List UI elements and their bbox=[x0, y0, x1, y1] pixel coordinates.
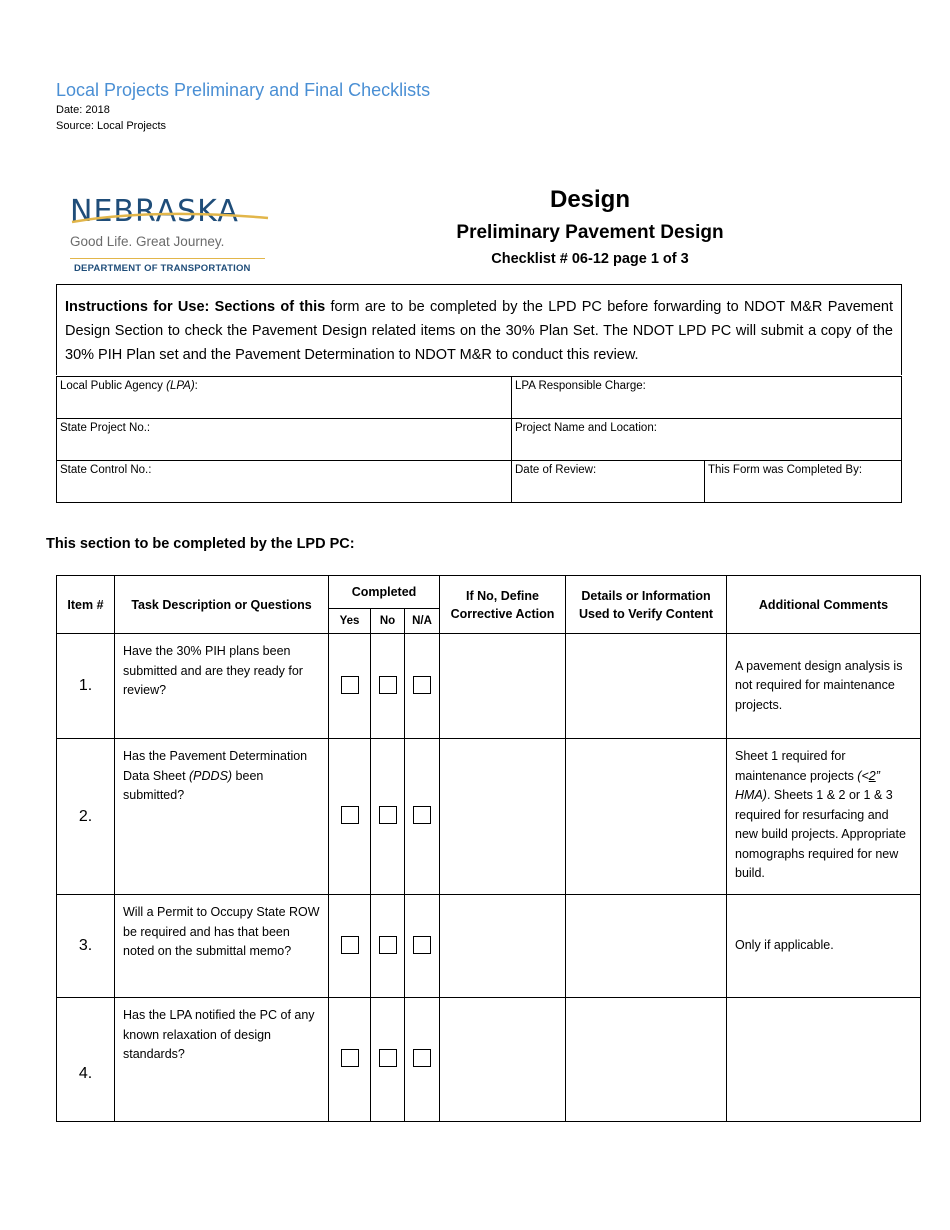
instructions-lead: Instructions for Use: Sections of this bbox=[65, 299, 326, 315]
no-checkbox[interactable] bbox=[379, 936, 397, 954]
task-description: Will a Permit to Occupy State ROW be required and has that been noted on the submittal memo? bbox=[115, 895, 329, 998]
na-checkbox[interactable] bbox=[413, 1049, 431, 1067]
table-row bbox=[57, 895, 921, 998]
header-yes: Yes bbox=[329, 609, 371, 634]
instructions-box bbox=[56, 284, 902, 375]
no-checkbox[interactable] bbox=[379, 806, 397, 824]
task-description: Has the Pavement Determination Data Sheet (PDDS) been submitted? bbox=[115, 739, 329, 895]
task-description: Have the 30% PIH plans been submitted and are they ready for review? bbox=[115, 634, 329, 739]
document-header bbox=[56, 78, 430, 134]
table-row bbox=[57, 634, 921, 739]
completed-by-field[interactable]: This Form was Completed By: bbox=[705, 461, 902, 503]
details-cell[interactable] bbox=[566, 998, 727, 1122]
section-label: This section to be completed by the LPD PC: bbox=[46, 536, 355, 552]
details-cell[interactable] bbox=[566, 895, 727, 998]
header-item: Item # bbox=[57, 576, 115, 634]
no-checkbox[interactable] bbox=[379, 1049, 397, 1067]
checklist-table bbox=[56, 575, 921, 1122]
details-cell[interactable] bbox=[566, 634, 727, 739]
form-title: Design bbox=[549, 186, 630, 213]
na-checkbox[interactable] bbox=[413, 676, 431, 694]
item-number: 2. bbox=[57, 739, 115, 895]
table-row bbox=[57, 739, 921, 895]
logo-divider bbox=[70, 258, 265, 259]
lpa-field[interactable]: Local Public Agency (LPA): bbox=[57, 377, 512, 419]
form-subtitle: Preliminary Pavement Design bbox=[456, 222, 724, 243]
form-titles bbox=[430, 184, 750, 270]
state-control-field[interactable]: State Control No.: bbox=[57, 461, 512, 503]
project-info-table bbox=[56, 376, 902, 503]
logo-wordmark: NEBRASKA bbox=[70, 194, 239, 229]
details-cell[interactable] bbox=[566, 739, 727, 895]
project-name-field[interactable]: Project Name and Location: bbox=[512, 419, 902, 461]
yes-checkbox[interactable] bbox=[341, 806, 359, 824]
header-no: No bbox=[371, 609, 405, 634]
additional-comment: A pavement design analysis is not required for maintenance projects. bbox=[727, 634, 921, 739]
document-title: Local Projects Preliminary and Final Checklists bbox=[56, 80, 431, 100]
yes-checkbox[interactable] bbox=[341, 676, 359, 694]
na-checkbox[interactable] bbox=[413, 936, 431, 954]
corrective-action-cell[interactable] bbox=[440, 739, 566, 895]
table-row bbox=[57, 998, 921, 1122]
logo-department: DEPARTMENT OF TRANSPORTATION bbox=[74, 263, 251, 274]
yes-checkbox[interactable] bbox=[341, 936, 359, 954]
additional-comment bbox=[727, 998, 921, 1122]
additional-comment: Sheet 1 required for maintenance projects (<2” HMA). Sheets 1 & 2 or 1 & 3 required for resurfacing and new build projects. Appropriate nomographs required for new build. bbox=[727, 739, 921, 895]
header-na: N/A bbox=[405, 609, 440, 634]
yes-checkbox[interactable] bbox=[341, 1049, 359, 1067]
task-description: Has the LPA notified the PC of any known relaxation of design standards? bbox=[115, 998, 329, 1122]
item-number: 3. bbox=[57, 895, 115, 998]
item-number: 1. bbox=[57, 634, 115, 739]
header-details: Details or Information Used to Verify Content bbox=[566, 576, 727, 634]
date-review-field[interactable]: Date of Review: bbox=[512, 461, 705, 503]
corrective-action-cell[interactable] bbox=[440, 895, 566, 998]
state-project-field[interactable]: State Project No.: bbox=[57, 419, 512, 461]
header-comments: Additional Comments bbox=[727, 576, 921, 634]
na-checkbox[interactable] bbox=[413, 806, 431, 824]
additional-comment: Only if applicable. bbox=[727, 895, 921, 998]
header-task: Task Description or Questions bbox=[115, 576, 329, 634]
document-source: Source: Local Projects bbox=[56, 120, 167, 132]
item-number: 4. bbox=[57, 998, 115, 1122]
checklist-number: Checklist # 06-12 page 1 of 3 bbox=[491, 251, 689, 267]
corrective-action-cell[interactable] bbox=[440, 998, 566, 1122]
document-date: Date: 2018 bbox=[56, 104, 110, 116]
no-checkbox[interactable] bbox=[379, 676, 397, 694]
logo-swoosh-icon bbox=[70, 210, 270, 226]
responsible-charge-field[interactable]: LPA Responsible Charge: bbox=[512, 377, 902, 419]
corrective-action-cell[interactable] bbox=[440, 634, 566, 739]
logo-tagline: Good Life. Great Journey. bbox=[70, 234, 225, 249]
instructions-body: form are to be completed by the LPD PC before forwarding to NDOT M&R Pavement Design Section to check the Pavement Design related items on the 30% Plan Set. The NDOT LPD PC will submit a copy of the 30% PIH Plan set and the Pavement Determination to NDOT M&R to conduct this review. bbox=[65, 299, 894, 363]
ndot-logo bbox=[60, 188, 270, 280]
header-corrective: If No, Define Corrective Action bbox=[440, 576, 566, 634]
header-completed: Completed bbox=[329, 576, 440, 609]
